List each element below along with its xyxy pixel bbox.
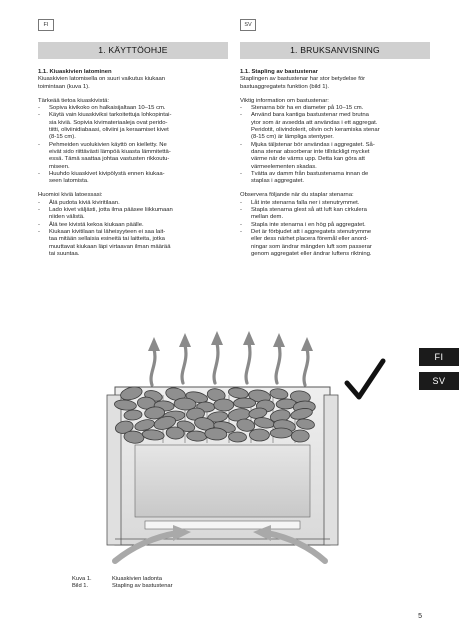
list-item <box>240 142 430 171</box>
language-tag-sv: SV <box>240 19 256 31</box>
hot-air-arrowheads <box>148 331 313 351</box>
sv-stack-list <box>240 200 430 258</box>
list-item-line: niiden välistä. <box>49 214 85 221</box>
list-item-line: miseen. <box>49 163 70 170</box>
list-item-line: - Sopiva kivikoko on halkaisijaltaan 10–15 cm. <box>49 105 166 112</box>
list-item <box>38 229 228 258</box>
list-item <box>240 171 430 186</box>
list-item-line: tai suuntaa. <box>49 250 80 257</box>
list-item-line: - Huuhdo kiuaskivet kivipölystä ennen kiukaa- <box>49 170 165 177</box>
sv-title: 1. BRUKSANVISNING <box>240 42 430 59</box>
stone <box>291 430 309 442</box>
language-tag-fi: FI <box>38 19 54 31</box>
hot-air-arrows <box>151 343 308 385</box>
list-item-line: Peridotit, olivindolerit, olivin och keramiska stenar <box>251 127 380 134</box>
caption-key-sv: Bild 1. <box>72 583 89 590</box>
heater-left-panel <box>107 395 121 545</box>
list-item-line: - Älä tee kivistä kekoa kiukaan päälle. <box>49 221 144 228</box>
fi-column <box>38 69 228 258</box>
sauna-heater-stone-stacking-figure <box>55 325 395 570</box>
list-item-line: eller dess närhet placera föremål eller anord- <box>251 236 369 243</box>
list-item-line: - Det är förbjudet att i aggregatets stenutrymme <box>251 228 372 235</box>
list-item-line: - Använd bara kantiga bastustenar med brutna <box>251 112 369 119</box>
list-item-line: - Käytä vain kiuaskiviksi tarkoitettuja lohkopintai- <box>49 112 172 119</box>
stone <box>228 432 246 443</box>
side-tab-fi: FI <box>419 348 459 366</box>
fi-stack-heading: Huomioi kiviä latoessasi: <box>38 192 103 199</box>
list-item-line: värme när de värms upp. Detta kan göra att <box>251 156 365 163</box>
stone <box>214 399 234 411</box>
caption-text-sv: Stapling av bastustenar <box>112 583 173 590</box>
list-item-line: - Lado kivet väljästi, jotta ilma pääsee liikkumaan <box>49 207 173 214</box>
list-item-line: genom aggregatet eller ändrar luftens riktning. <box>251 250 372 257</box>
sv-intro <box>240 76 430 91</box>
list-item <box>240 200 430 207</box>
list-item-line: (8-15 cm). <box>49 134 76 141</box>
fi-stack-list <box>38 200 228 258</box>
side-tab-sv: SV <box>419 372 459 390</box>
list-item-line: - Mjuka täljstenar bör användas i aggregatet. Så- <box>251 141 375 148</box>
list-item <box>38 105 228 112</box>
list-item-line: eivät sido riittävästi lämpöä kiuasta lämmitettä- <box>49 148 171 155</box>
figure-caption <box>72 576 173 591</box>
sv-info-heading: Viktig information om bastustenar: <box>240 97 329 104</box>
fi-section-heading: 1.1. Kiuaskivien latominen <box>38 69 112 75</box>
list-item-line: sia kiviä. Sopivia kivimateriaaleja ovat perido- <box>49 119 168 126</box>
list-item-line: - Pehmeiden vuolukivien käyttö on kielletty. Ne <box>49 141 167 148</box>
fi-info-list <box>38 105 228 185</box>
list-item-line: värmeelementen skadas. <box>251 163 317 170</box>
stone <box>249 429 269 441</box>
text-line: toimintaan (kuva 1). <box>38 83 90 90</box>
list-item-line: mellan dem. <box>251 214 284 221</box>
fi-intro <box>38 76 228 91</box>
sv-section-heading: 1.1. Stapling av bastustenar <box>240 69 318 75</box>
list-item-line: - Stenarna bör ha en diameter på 10–15 cm. <box>251 105 364 112</box>
list-item-line: - Låt inte stenarna falla ner i stenutrymmet. <box>251 199 360 206</box>
caption-key-fi: Kuva 1. <box>72 576 92 582</box>
stone <box>234 398 256 408</box>
list-item <box>38 207 228 222</box>
list-item-line: - Älä pudota kiviä kiviritilaan. <box>49 199 120 206</box>
list-item-line: essä. Tämä saattaa johtaa vastusten rikkoutu- <box>49 156 170 163</box>
sv-stack-heading: Observera följande när du staplar stenarna: <box>240 192 354 199</box>
text-line: Kiuaskivien latomisella on suuri vaikutus kiukaan <box>38 76 166 83</box>
list-item-line: - Kiukaan kivitilaan tai läheisyyteen ei saa lait- <box>49 228 166 235</box>
checkmark-icon <box>347 361 383 397</box>
list-item-line: - Stapla stenarna glest så att luft kan cirkulera <box>251 207 367 214</box>
list-item <box>240 112 430 141</box>
list-item <box>38 200 228 207</box>
list-item <box>38 112 228 141</box>
list-item-line: ytor som är avsedda att användas i ett aggregat. <box>251 119 378 126</box>
list-item-line: staplas i aggregatet. <box>251 178 305 185</box>
caption-text-fi: Kiuaskivien ladonta <box>112 576 162 582</box>
list-item-line: muuttavat kiukaan läpi virtaavan ilman määrää <box>49 243 171 250</box>
list-item-line: taa mitään sellaisia esineitä tai laitteita, jotka <box>49 236 165 243</box>
list-item-line: seen latomista. <box>49 178 89 185</box>
list-item <box>38 142 228 171</box>
list-item-line: ningar som ändrar mängden luft som passerar <box>251 243 372 250</box>
list-item <box>240 229 430 258</box>
caption-row-fi <box>72 576 173 583</box>
list-item-line: (8-15 cm) är lämpliga stentyper. <box>251 134 334 141</box>
sv-column <box>240 69 430 258</box>
list-item <box>38 222 228 229</box>
fi-info-heading: Tärkeää tietoa kiuaskivistä: <box>38 97 110 104</box>
text-line: Staplingen av bastustenar har stor betydelse för <box>240 76 366 83</box>
list-item <box>240 207 430 222</box>
page-number: 5 <box>418 613 422 620</box>
fi-title: 1. KÄYTTÖOHJE <box>38 42 228 59</box>
list-item <box>38 171 228 186</box>
heater-base-lip <box>145 521 300 529</box>
list-item-line: - Tvätta av damm från bastustenarna innan de <box>251 170 369 177</box>
stone <box>270 428 292 438</box>
list-item <box>240 222 430 229</box>
heater-right-panel <box>324 395 338 545</box>
list-item-line: dana stenar absorberar inte tillräckligt mycket <box>251 148 370 155</box>
list-item <box>240 105 430 112</box>
heater-lower-chamber <box>135 445 310 517</box>
list-item-line: tiitti, oliviinidiabaasi, oliviini ja keraamiset kivet <box>49 127 169 134</box>
text-line: bastuaggregatets funktion (bild 1). <box>240 83 330 90</box>
list-item-line: - Stapla inte stenarna i en hög på aggregatet. <box>251 221 366 228</box>
sv-info-list <box>240 105 430 185</box>
caption-row-sv <box>72 583 173 590</box>
